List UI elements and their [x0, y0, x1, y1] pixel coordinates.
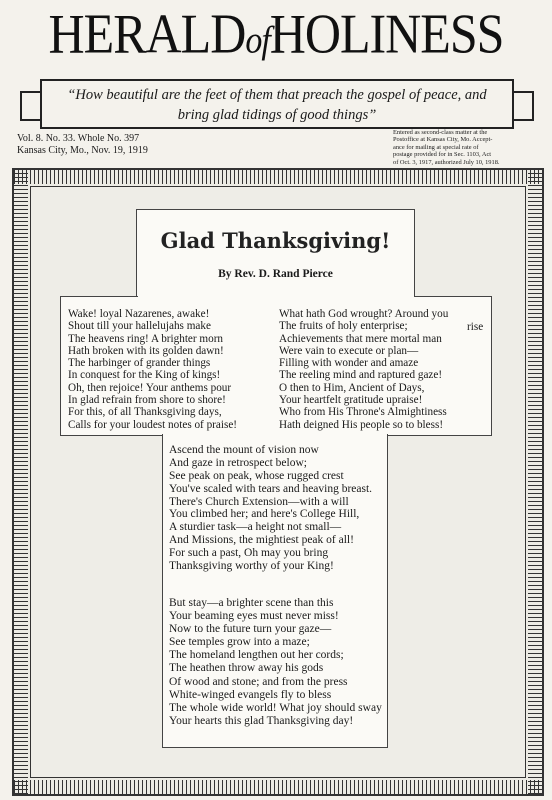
mailing-notice: [393, 129, 543, 166]
poem-line: Calls for your loudest notes of praise!: [68, 418, 238, 431]
poem-line: The heathen throw away his gods: [169, 662, 324, 675]
poem-line: Who from His Throne's Almightiness: [279, 406, 447, 419]
poem-line: Ascend the mount of vision now: [169, 444, 319, 456]
motto-line: “How beautiful are the feet of them that preach the gospel of peace, and: [67, 87, 487, 103]
poem-line: Thanksgiving worthy of your King!: [169, 560, 334, 573]
poem-line: Filling with wonder and amaze: [279, 357, 419, 370]
poem-line: And Missions, the mightiest peak of all!: [169, 534, 354, 547]
poem-line: Shout till your hallelujahs make: [68, 320, 211, 333]
poem-line: Your heartfelt gratitude upraise!: [279, 394, 423, 407]
poem-line: Your beaming eyes must never miss!: [169, 610, 339, 623]
stanza-four: [169, 597, 382, 728]
poem-line: What hath God wrought? Around you: [279, 308, 449, 320]
poem-line: See temples grow into a maze;: [169, 636, 310, 649]
mailing-notice-line: Entered as second-class matter at the: [393, 129, 488, 136]
title-word-holiness: HOLINESS: [269, 2, 504, 65]
poem-line: A sturdier task—a height not small—: [169, 521, 342, 534]
poem-byline: By Rev. D. Rand Pierce: [218, 268, 333, 280]
poem-line: You've scaled with tears and heaving breast.: [169, 482, 373, 495]
poem-line: You climbed her; and here's College Hill,: [169, 508, 360, 521]
poem-line: But stay—a brighter scene than this: [169, 597, 334, 609]
cross-joint: [164, 433, 387, 437]
issue-volume: Vol. 8. No. 33. Whole No. 397: [17, 133, 140, 144]
mailing-notice-line: Postoffice at Kansas City, Mo. Accept-: [393, 136, 493, 144]
stanza-right-column: [279, 308, 448, 431]
title-word-of: of: [245, 20, 270, 62]
poem-line: There's Church Extension—with a will: [169, 495, 349, 508]
poem-line: Hath deigned His people so to bless!: [279, 418, 444, 431]
poem-line: In conquest for the King of kings!: [68, 369, 221, 382]
poem-line: The fruits of holy enterprise;: [279, 320, 408, 333]
poem-line: The homeland lengthen out her cords;: [169, 649, 344, 662]
poem-line: Now to the future turn your gaze—: [169, 623, 332, 636]
poem-line-overflow: rise: [467, 321, 484, 333]
poem-line: O then to Him, Ancient of Days,: [279, 381, 425, 394]
poem-line: White-winged evangels fly to bless: [169, 688, 332, 701]
poem-line: Were vain to execute or plan—: [279, 344, 419, 357]
poem-line: In glad refrain from shore to shore!: [68, 394, 226, 407]
poem-line: See peak on peak, whose rugged crest: [169, 469, 344, 482]
poem-title: Glad Thanksgiving!: [160, 228, 391, 253]
poem-line: Of wood and stone; and from the press: [169, 675, 348, 688]
poem-line: For this, of all Thanksgiving days,: [68, 406, 222, 419]
title-word-herald: HERALD: [48, 2, 246, 65]
poem-line: And gaze in retrospect below;: [169, 456, 307, 469]
mailing-notice-line: ance for mailing at special rate of: [393, 143, 479, 151]
poem-line: The harbinger of grander things: [68, 357, 211, 370]
mailing-notice-line: of Oct. 3, 1917, authorized July 10, 1918.: [393, 158, 500, 166]
publication-title: [12, 0, 540, 75]
masthead: [0, 0, 552, 70]
poem-line: The heavens ring! A brighter morn: [68, 332, 224, 345]
motto-line: bring glad tidings of good things”: [177, 107, 377, 123]
poem-line: For such a past, Oh may you bring: [169, 547, 329, 560]
mailing-notice-line: postage provided for in Sec. 1103, Act: [393, 151, 492, 159]
poem-line: The whole wide world! What joy should sway: [169, 701, 382, 714]
motto-banner: [40, 79, 514, 129]
poem-line: Achievements that mere mortal man: [279, 332, 442, 345]
poem-line: Hath broken with its golden dawn!: [68, 344, 224, 357]
stanza-left-column: [68, 308, 237, 431]
stanza-three: [169, 444, 372, 573]
poem-line: Oh, then rejoice! Your anthems pour: [68, 381, 232, 394]
issue-info: [17, 133, 148, 157]
cross-joint: [138, 294, 414, 298]
poem-line: The reeling mind and raptured gaze!: [279, 369, 443, 382]
poem-line: Your hearts this glad Thanksgiving day!: [169, 714, 354, 727]
issue-date: Kansas City, Mo., Nov. 19, 1919: [17, 145, 148, 156]
poem-line: Wake! loyal Nazarenes, awake!: [68, 308, 210, 320]
